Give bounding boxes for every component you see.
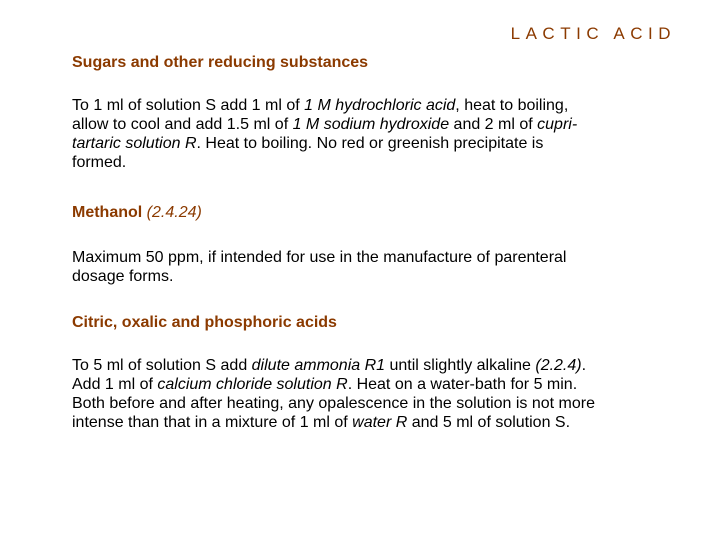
body-line: To 5 ml of solution S add dilute ammonia R1 until slightly alkaline (2.2.4).: [72, 357, 587, 374]
body-line: Both before and after heating, any opalescence in the solution is not more: [72, 395, 596, 412]
page-title: LACTIC ACID: [510, 24, 676, 43]
section-heading-sugars: Sugars and other reducing substances: [72, 54, 369, 71]
section-body-sugars: [72, 96, 692, 172]
body-line: intense than that in a mixture of 1 ml of water R and 5 ml of solution S.: [72, 414, 571, 431]
body-line: Maximum 50 ppm, if intended for use in the manufacture of parenteral: [72, 249, 567, 266]
section-body-acids: [72, 356, 692, 432]
body-line: formed.: [72, 154, 127, 171]
body-line: allow to cool and add 1.5 ml of 1 M sodium hydroxide and 2 ml of cupri-: [72, 116, 578, 133]
section-heading-methanol: Methanol (2.4.24): [72, 204, 202, 221]
section-body-methanol: [72, 248, 692, 286]
body-line: dosage forms.: [72, 268, 174, 285]
body-line: To 1 ml of solution S add 1 ml of 1 M hydrochloric acid, heat to boiling,: [72, 97, 569, 114]
method-reference: (2.4.24): [146, 204, 202, 221]
body-line: tartaric solution R. Heat to boiling. No red or greenish precipitate is: [72, 135, 544, 152]
section-heading-acids: Citric, oxalic and phosphoric acids: [72, 314, 337, 331]
body-line: Add 1 ml of calcium chloride solution R. Heat on a water-bath for 5 min.: [72, 376, 578, 393]
